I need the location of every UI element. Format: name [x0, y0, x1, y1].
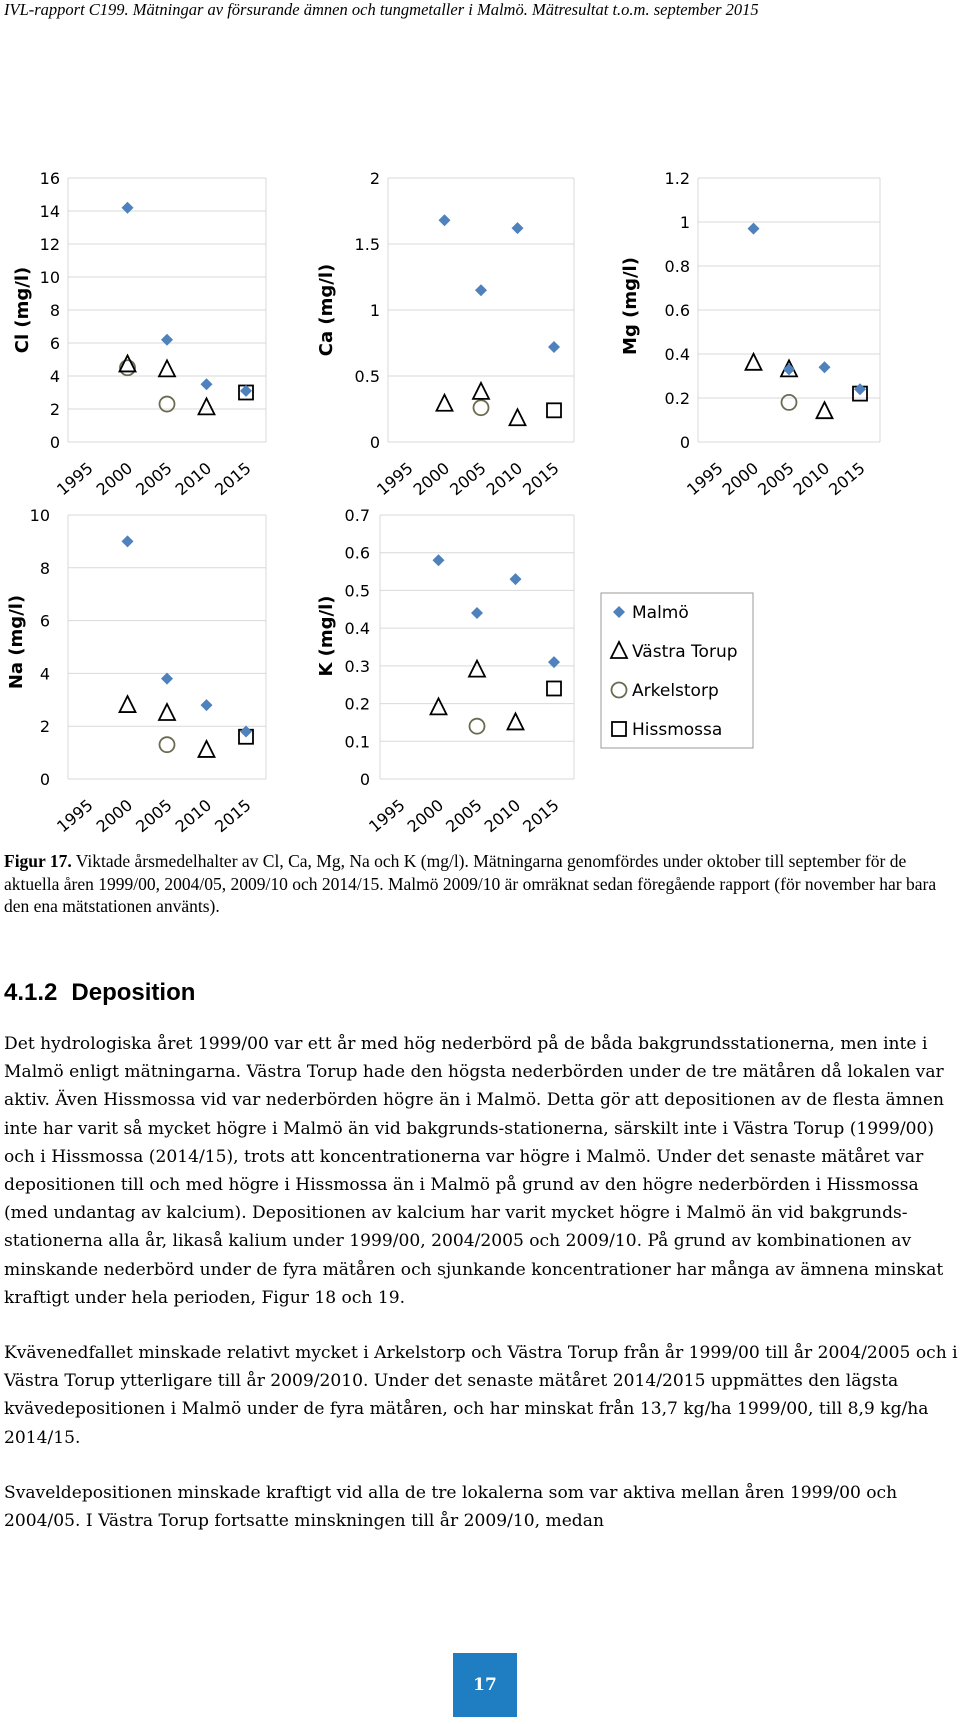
running-header: IVL-rapport C199. Mätningar av försurande ämnen och tungmetaller i Malmö. Mätresultat t.o.m. september 2015	[4, 0, 759, 19]
data-point-triangle	[159, 704, 175, 720]
chart-panel	[620, 169, 880, 499]
data-point-diamond	[783, 363, 795, 375]
data-point-diamond	[122, 535, 134, 547]
y-tick-label: 0.4	[344, 619, 370, 639]
data-point-square	[547, 403, 561, 417]
section-number: 4.1.2	[4, 979, 58, 1006]
x-tick-label: 1995	[53, 795, 97, 837]
y-tick-label: 0.8	[664, 257, 690, 276]
x-tick-label: 2000	[718, 458, 763, 500]
x-tick-label: 1995	[683, 458, 727, 500]
y-tick-label: 0.3	[344, 656, 370, 676]
y-tick-label: 1.5	[354, 235, 380, 254]
data-point-triangle	[199, 398, 215, 414]
x-tick-label: 2015	[519, 795, 563, 837]
data-point-triangle	[199, 741, 215, 757]
y-tick-label: 0.4	[664, 345, 690, 364]
y-tick-label: 0.5	[344, 581, 370, 601]
data-point-triangle	[159, 360, 175, 376]
chart-panel	[12, 169, 266, 499]
y-tick-label: 0	[49, 433, 60, 452]
data-point-triangle	[510, 409, 526, 425]
y-tick-label: 0	[39, 770, 50, 789]
y-tick-label: 0.6	[664, 301, 690, 320]
data-point-diamond	[512, 222, 524, 234]
x-tick-label: 2010	[789, 458, 834, 500]
x-tick-label: 2015	[211, 458, 255, 500]
page-number: 17	[453, 1653, 517, 1717]
y-tick-label: 10	[39, 268, 60, 287]
x-tick-label: 2005	[754, 458, 798, 500]
data-point-diamond	[748, 223, 760, 235]
chart-panel	[316, 169, 574, 499]
x-tick-label: 2005	[132, 458, 176, 500]
data-point-diamond	[240, 725, 252, 737]
x-tick-label: 2000	[409, 458, 454, 500]
x-tick-label: 2015	[519, 458, 563, 500]
data-point-diamond	[201, 378, 213, 390]
y-tick-label: 16	[39, 169, 60, 188]
y-tick-label: 8	[49, 301, 60, 320]
data-point-diamond	[433, 554, 445, 566]
y-tick-label: 4	[49, 367, 60, 386]
y-tick-label: 14	[39, 202, 60, 221]
paragraph: Det hydrologiska året 1999/00 var ett år med hög nederbörd på de båda bakgrundsstationerna, men inte i Malmö enligt mätningarna. Västra Torup hade den högsta nederbörden under de tre mätåren då lokalen var aktiv. Även Hissmossa vid var nederbörden högre än i Malmö. Detta gör att depositionen av de flesta ämnen inte har varit så mycket högre i Malmö än vid bakgrunds-stationerna, särskilt inte i Västra Torup (1999/00) och i Hissmossa (2014/15), trots att koncentrationerna var högre i Malmö. Under det senaste mätåret var depositionen till och med högre i Hissmossa än i Malmö på grund av den högre nederbörden i Hissmossa (med undantag av kalcium). Depositionen av kalcium har varit mycket högre i Malmö än vid bakgrunds-stationerna alla år, likaså kalium under 1999/00, 2004/2005 och 2009/10. På grund av kombinationen av minskande nederbörd under de fyra mätåren och sjunkande koncentrationer har många av ämnena minskat kraftigt under hela perioden, Figur 18 och 19.	[4, 1034, 944, 1308]
y-tick-label: 2	[369, 169, 380, 188]
y-tick-label: 0.7	[344, 506, 370, 525]
data-point-diamond	[161, 673, 173, 685]
y-tick-label: 2	[39, 717, 50, 737]
y-tick-label: 1	[369, 301, 380, 320]
data-point-triangle	[508, 713, 524, 729]
y-tick-label: 0	[359, 770, 370, 789]
y-axis-title: Cl (mg/l)	[12, 266, 33, 354]
y-tick-label: 1.2	[664, 169, 690, 188]
x-tick-label: 2010	[171, 795, 216, 837]
data-point-circle	[474, 400, 489, 415]
legend-label: Hissmossa	[632, 720, 723, 740]
y-axis-title: K (mg/l)	[316, 595, 337, 677]
legend-label: Västra Torup	[632, 642, 738, 662]
data-point-triangle	[473, 383, 489, 399]
x-tick-label: 2005	[446, 458, 490, 500]
data-point-diamond	[201, 699, 213, 711]
y-tick-label: 0	[369, 433, 380, 452]
x-tick-label: 2000	[403, 795, 448, 837]
data-point-diamond	[439, 214, 451, 226]
data-point-diamond	[510, 573, 522, 585]
section-heading	[4, 979, 209, 1007]
data-point-diamond	[854, 383, 866, 395]
y-tick-label: 1	[679, 213, 690, 232]
legend-label: Malmö	[632, 603, 689, 623]
y-tick-label: 4	[39, 664, 50, 684]
chart-panel	[6, 506, 266, 836]
body-text	[4, 1030, 959, 1562]
data-point-triangle	[431, 698, 447, 714]
y-tick-label: 2	[49, 400, 60, 419]
y-axis-title: Ca (mg/l)	[316, 263, 337, 357]
caption-text: Viktade årsmedelhalter av Cl, Ca, Mg, Na och K (mg/l). Mätningarna genomfördes under oktober till september för de aktuella åren 1999/00, 2004/05, 2009/10 och 2014/15. Malmö 2009/10 är omräknat sedan föregående rapport (för november har bara den ena mätstationen använts).	[4, 851, 937, 916]
data-point-diamond	[122, 202, 134, 214]
y-tick-label: 10	[29, 506, 50, 525]
y-tick-label: 0.6	[344, 543, 370, 563]
data-point-triangle	[817, 402, 833, 418]
x-tick-label: 1995	[373, 458, 417, 500]
paragraph: Kvävenedfallet minskade relativt mycket i Arkelstorp och Västra Torup från år 1999/00 till år 2004/2005 och i Västra Torup ytterligare till år 2009/2010. Under det senaste mätåret 2014/2015 uppmättes den lägsta kvävedepositionen i Malmö under de fyra mätåren, och har minskat från 13,7 kg/ha 1999/00, till 8,9 kg/ha 2014/15.	[4, 1343, 958, 1448]
x-tick-label: 2010	[482, 458, 527, 500]
x-tick-label: 1995	[365, 795, 409, 837]
data-point-diamond	[819, 361, 831, 373]
data-point-triangle	[120, 696, 136, 712]
y-tick-label: 6	[49, 334, 60, 353]
paragraph: Svaveldepositionen minskade kraftigt vid alla de tre lokalerna som var aktiva mellan åren 1999/00 och 2004/05. I Västra Torup fortsatte minskningen till år 2009/10, medan	[4, 1482, 898, 1532]
x-tick-label: 2010	[480, 795, 525, 837]
y-tick-label: 0	[679, 433, 690, 452]
x-tick-label: 2005	[132, 795, 176, 837]
x-tick-label: 2015	[825, 458, 869, 500]
data-point-triangle	[469, 661, 485, 677]
chart-panel	[316, 506, 574, 836]
section-title: Deposition	[71, 979, 196, 1006]
data-point-diamond	[161, 334, 173, 346]
data-point-diamond	[471, 607, 483, 619]
y-tick-label: 8	[39, 558, 50, 578]
x-tick-label: 2005	[442, 795, 486, 837]
data-point-diamond	[548, 341, 560, 353]
x-tick-label: 1995	[53, 458, 97, 500]
chart-legend	[601, 593, 753, 748]
y-tick-label: 6	[39, 611, 50, 631]
data-point-diamond	[475, 284, 487, 296]
y-tick-label: 0.2	[344, 694, 370, 714]
x-tick-label: 2000	[92, 795, 137, 837]
data-point-circle	[782, 395, 797, 410]
x-tick-label: 2000	[92, 458, 137, 500]
data-point-circle	[160, 737, 175, 752]
y-tick-label: 0.2	[664, 389, 690, 408]
y-tick-label: 0.5	[354, 367, 380, 386]
data-point-diamond	[240, 385, 252, 397]
x-tick-label: 2015	[211, 795, 255, 837]
figure-caption	[4, 850, 954, 918]
x-tick-label: 2010	[171, 458, 216, 500]
figure-17-charts	[0, 0, 960, 840]
data-point-circle	[470, 719, 485, 734]
y-axis-title: Mg (mg/l)	[620, 257, 641, 355]
caption-label: Figur 17.	[4, 851, 72, 871]
data-point-triangle	[746, 354, 762, 370]
legend-label: Arkelstorp	[632, 681, 719, 701]
data-point-square	[547, 681, 561, 695]
y-axis-title: Na (mg/l)	[6, 594, 27, 690]
y-tick-label: 0.1	[344, 732, 370, 752]
data-point-triangle	[437, 395, 453, 411]
y-tick-label: 12	[39, 235, 60, 254]
